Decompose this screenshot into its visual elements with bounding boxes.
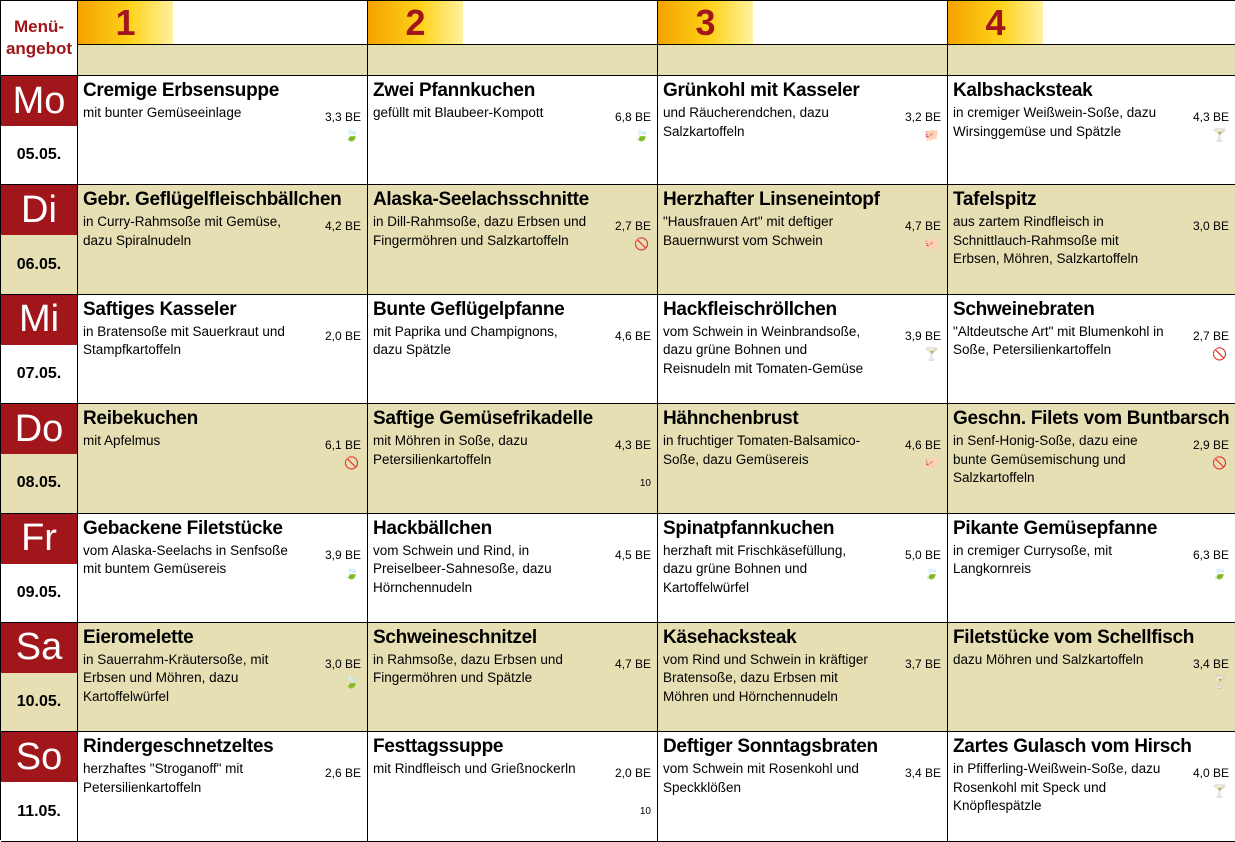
meal-title: Geschn. Filets vom Buntbarsch [953, 408, 1230, 430]
bread-units: 3,9 BE [324, 547, 361, 562]
day-date: 07.05. [16, 364, 62, 382]
day-abbr: So [1, 732, 77, 782]
meal-description: mit bunter Gemüseeinlage [83, 105, 242, 120]
day-abbr: Mi [1, 295, 77, 345]
day-date: 10.05. [1, 673, 77, 731]
bread-units: 4,0 BE [1192, 766, 1229, 781]
meal-title: Hackbällchen [373, 517, 492, 539]
meal-cell [658, 185, 948, 294]
meal-description: in cremiger Weißwein-Soße, dazu Wirsinggemüse und Spätzle [953, 105, 1157, 139]
meal-title: Schweinebraten [953, 298, 1095, 320]
meal-title: Hähnchenbrust [663, 408, 799, 430]
meal-title: Gebr. Geflügelfleischbällchen [83, 189, 342, 211]
meal-description: in Dill-Rahmsoße, dazu Erbsen und Fingermöhren und Salzkartoffeln [373, 214, 587, 248]
bread-units: 4,7 BE [904, 219, 941, 234]
meal-cell [368, 185, 658, 294]
meal-cell [78, 404, 368, 513]
bread-units: 3,0 BE [1192, 219, 1229, 234]
column-header-2 [368, 1, 658, 45]
meal-title: Gebackene Filetstücke [83, 517, 283, 539]
meal-title: Reibekuchen [83, 408, 198, 430]
pig-icon: 🐖 [924, 456, 939, 471]
bread-units: 4,7 BE [614, 656, 651, 671]
leaf-icon: 🍃 [634, 128, 649, 142]
meal-description: vom Rind und Schwein in kräftiger Bratensoße, dazu Erbsen mit Möhren und Hörnchennudeln [663, 651, 868, 704]
meal-description: "Hausfrauen Art" mit deftiger Bauernwurst vom Schwein [663, 214, 834, 248]
column-subheader [368, 45, 658, 76]
bread-units: 3,4 BE [1192, 656, 1229, 671]
meal-title: Saftiges Kasseler [83, 298, 237, 320]
day-label [1, 732, 78, 841]
meal-cell [948, 76, 1235, 185]
meal-cell [368, 732, 658, 841]
meal-description: vom Schwein und Rind, in Preiselbeer-Sahnesoße, dazu Hörnchennudeln [373, 542, 552, 595]
meal-description: gefüllt mit Blaubeer-Kompott [373, 105, 544, 120]
leaf-icon: 🍃 [924, 565, 939, 580]
corner-line2: angebot [5, 39, 73, 58]
meal-description: vom Schwein mit Rosenkohl und Speckklößen [663, 761, 859, 795]
meal-cell [948, 404, 1235, 513]
meal-cell [948, 623, 1235, 732]
bread-units: 4,3 BE [1192, 110, 1229, 124]
meal-cell [368, 623, 658, 732]
column-number: 3 [658, 1, 753, 44]
meal-cell [78, 295, 368, 404]
meal-cell [658, 514, 948, 623]
pig-icon: 🐖 [924, 128, 939, 142]
bread-units: 3,0 BE [324, 656, 361, 671]
glass-icon: 🍸 [1212, 784, 1227, 799]
meal-title: Zartes Gulasch vom Hirsch [953, 736, 1192, 758]
meal-description: mit Möhren in Soße, dazu Petersilienkartoffeln [373, 433, 528, 467]
meal-note: 10 [639, 805, 651, 817]
column-subheader [78, 45, 368, 76]
meal-cell [78, 732, 368, 841]
meal-title: Kalbshacksteak [953, 80, 1093, 101]
meal-title: Grünkohl mit Kasseler [663, 80, 860, 101]
corner-line1: Menü- [13, 17, 65, 36]
no-pig-icon: 🚫 [1212, 456, 1227, 471]
bread-units: 6,3 BE [1192, 547, 1229, 562]
pig-icon: 🐖 [924, 237, 939, 252]
bread-units: 4,2 BE [324, 219, 361, 234]
meal-cell [368, 514, 658, 623]
meal-cell [78, 185, 368, 294]
meal-title: Rindergeschnetzeltes [83, 736, 274, 758]
bread-units: 2,7 BE [614, 219, 651, 234]
meal-title: Hackfleischröllchen [663, 298, 837, 320]
glass-icon: 🍸 [1212, 674, 1227, 689]
meal-description: in Bratensoße mit Sauerkraut und Stampfkartoffeln [83, 323, 285, 358]
meal-cell [78, 623, 368, 732]
meal-description: mit Apfelmus [83, 433, 161, 449]
meal-cell [948, 295, 1235, 404]
bread-units: 6,8 BE [614, 110, 651, 124]
meal-description: herzhaft mit Frischkäsefüllung, dazu grüne Bohnen und Kartoffelwürfel [663, 542, 847, 595]
glass-icon: 🍸 [1212, 128, 1227, 142]
meal-cell [948, 514, 1235, 623]
leaf-icon: 🍃 [1212, 565, 1227, 580]
meal-description: in Pfifferling-Weißwein-Soße, dazu Rosenkohl mit Speck und Knöpflespätzle [953, 761, 1161, 814]
bread-units: 3,2 BE [904, 110, 941, 124]
column-header-1 [78, 1, 368, 45]
bread-units: 2,9 BE [1192, 438, 1229, 453]
meal-cell [948, 732, 1235, 841]
meal-title: Eieromelette [83, 626, 194, 648]
meal-title: Spinatpfannkuchen [663, 517, 835, 539]
meal-title: Cremige Erbsensuppe [83, 80, 279, 101]
meal-cell [368, 295, 658, 404]
meal-description: in Curry-Rahmsoße mit Gemüse, dazu Spiralnudeln [83, 214, 282, 248]
meal-note: 10 [639, 477, 651, 489]
no-pig-icon: 🚫 [1212, 346, 1227, 361]
day-label [1, 404, 78, 513]
leaf-icon: 🍃 [344, 565, 359, 580]
bread-units: 3,4 BE [904, 766, 941, 781]
meal-description: in Senf-Honig-Soße, dazu eine bunte Gemüsemischung und Salzkartoffeln [953, 433, 1138, 486]
bread-units: 4,3 BE [614, 438, 651, 453]
leaf-icon: 🍃 [344, 674, 359, 689]
meal-cell [658, 404, 948, 513]
day-label [1, 514, 78, 623]
bread-units: 3,3 BE [324, 110, 361, 124]
meal-description: in Sauerrahm-Kräutersoße, mit Erbsen und Möhren, dazu Kartoffelwürfel [83, 651, 269, 704]
meal-title: Saftige Gemüsefrikadelle [373, 408, 593, 430]
meal-description: herzhaftes "Stroganoff" mit Petersilienkartoffeln [83, 761, 244, 795]
meal-title: Schweineschnitzel [373, 626, 537, 648]
day-abbr: Do [1, 404, 77, 454]
meal-title: Bunte Geflügelpfanne [373, 298, 565, 320]
meal-cell [658, 623, 948, 732]
day-date: 11.05. [17, 802, 61, 820]
bread-units: 4,6 BE [614, 328, 651, 343]
meal-description: aus zartem Rindfleisch in Schnittlauch-Rahmsoße mit Erbsen, Möhren, Salzkartoffeln [953, 214, 1139, 267]
meal-title: Zwei Pfannkuchen [373, 80, 536, 101]
column-number: 2 [368, 1, 463, 44]
meal-title: Käsehacksteak [663, 626, 797, 648]
meal-description: mit Paprika und Champignons, dazu Spätzle [373, 323, 558, 358]
bread-units: 4,5 BE [614, 547, 651, 562]
bread-units: 3,9 BE [904, 328, 941, 343]
bread-units: 2,0 BE [614, 766, 651, 781]
meal-title: Filetstücke vom Schellfisch [953, 626, 1195, 648]
bread-units: 6,1 BE [324, 438, 361, 453]
meal-cell [658, 295, 948, 404]
meal-cell [658, 76, 948, 185]
day-abbr: Sa [1, 623, 77, 673]
meal-cell [368, 404, 658, 513]
no-pig-icon: 🚫 [634, 237, 649, 252]
column-subheader [658, 45, 948, 76]
bread-units: 3,7 BE [904, 656, 941, 671]
column-number: 4 [948, 1, 1043, 44]
leaf-icon: 🍃 [344, 128, 359, 142]
bread-units: 2,0 BE [324, 328, 361, 343]
meal-cell [78, 76, 368, 185]
day-label [1, 185, 78, 294]
glass-icon: 🍸 [924, 346, 939, 361]
column-subheader [948, 45, 1235, 76]
meal-title: Deftiger Sonntagsbraten [663, 736, 878, 758]
column-number: 1 [78, 1, 173, 44]
column-header-3 [658, 1, 948, 45]
day-abbr: Fr [1, 514, 77, 564]
meal-description: "Altdeutsche Art" mit Blumenkohl in Soße, Petersilienkartoffeln [953, 323, 1164, 358]
day-label [1, 295, 78, 404]
bread-units: 5,0 BE [904, 547, 941, 562]
meal-description: dazu Möhren und Salzkartoffeln [953, 651, 1144, 667]
meal-cell [658, 732, 948, 841]
bread-units: 2,6 BE [324, 766, 361, 781]
meal-title: Tafelspitz [953, 189, 1037, 211]
day-date: 08.05. [1, 454, 77, 512]
meal-description: in cremiger Currysoße, mit Langkornreis [953, 542, 1113, 577]
no-pig-icon: 🚫 [344, 456, 359, 471]
day-date: 06.05. [1, 235, 77, 293]
day-abbr: Mo [1, 76, 77, 126]
menu-corner [1, 1, 78, 76]
day-label [1, 76, 78, 185]
meal-description: mit Rindfleisch und Grießnockerln [373, 761, 576, 777]
meal-description: vom Schwein in Weinbrandsoße, dazu grüne Bohnen und Reisnudeln mit Tomaten-Gemüse [663, 323, 864, 376]
day-abbr: Di [1, 185, 77, 235]
meal-description: und Räucherendchen, dazu Salzkartoffeln [663, 105, 829, 139]
meal-description: in fruchtiger Tomaten-Balsamico-Soße, dazu Gemüsereis [663, 433, 861, 467]
meal-cell [948, 185, 1235, 294]
bread-units: 2,7 BE [1192, 328, 1229, 343]
meal-description: vom Alaska-Seelachs in Senfsoße mit buntem Gemüsereis [83, 542, 288, 577]
meal-description: in Rahmsoße, dazu Erbsen und Fingermöhren und Spätzle [373, 651, 563, 686]
day-label [1, 623, 78, 732]
column-header-4 [948, 1, 1235, 45]
meal-cell [78, 514, 368, 623]
meal-title: Pikante Gemüsepfanne [953, 517, 1158, 539]
bread-units: 4,6 BE [904, 438, 941, 453]
meal-title: Alaska-Seelachsschnitte [373, 189, 589, 211]
meal-title: Festtagssuppe [373, 736, 504, 758]
day-date: 09.05. [16, 583, 62, 601]
meal-cell [368, 76, 658, 185]
meal-title: Herzhafter Linseneintopf [663, 189, 880, 211]
day-date: 05.05. [16, 146, 62, 164]
